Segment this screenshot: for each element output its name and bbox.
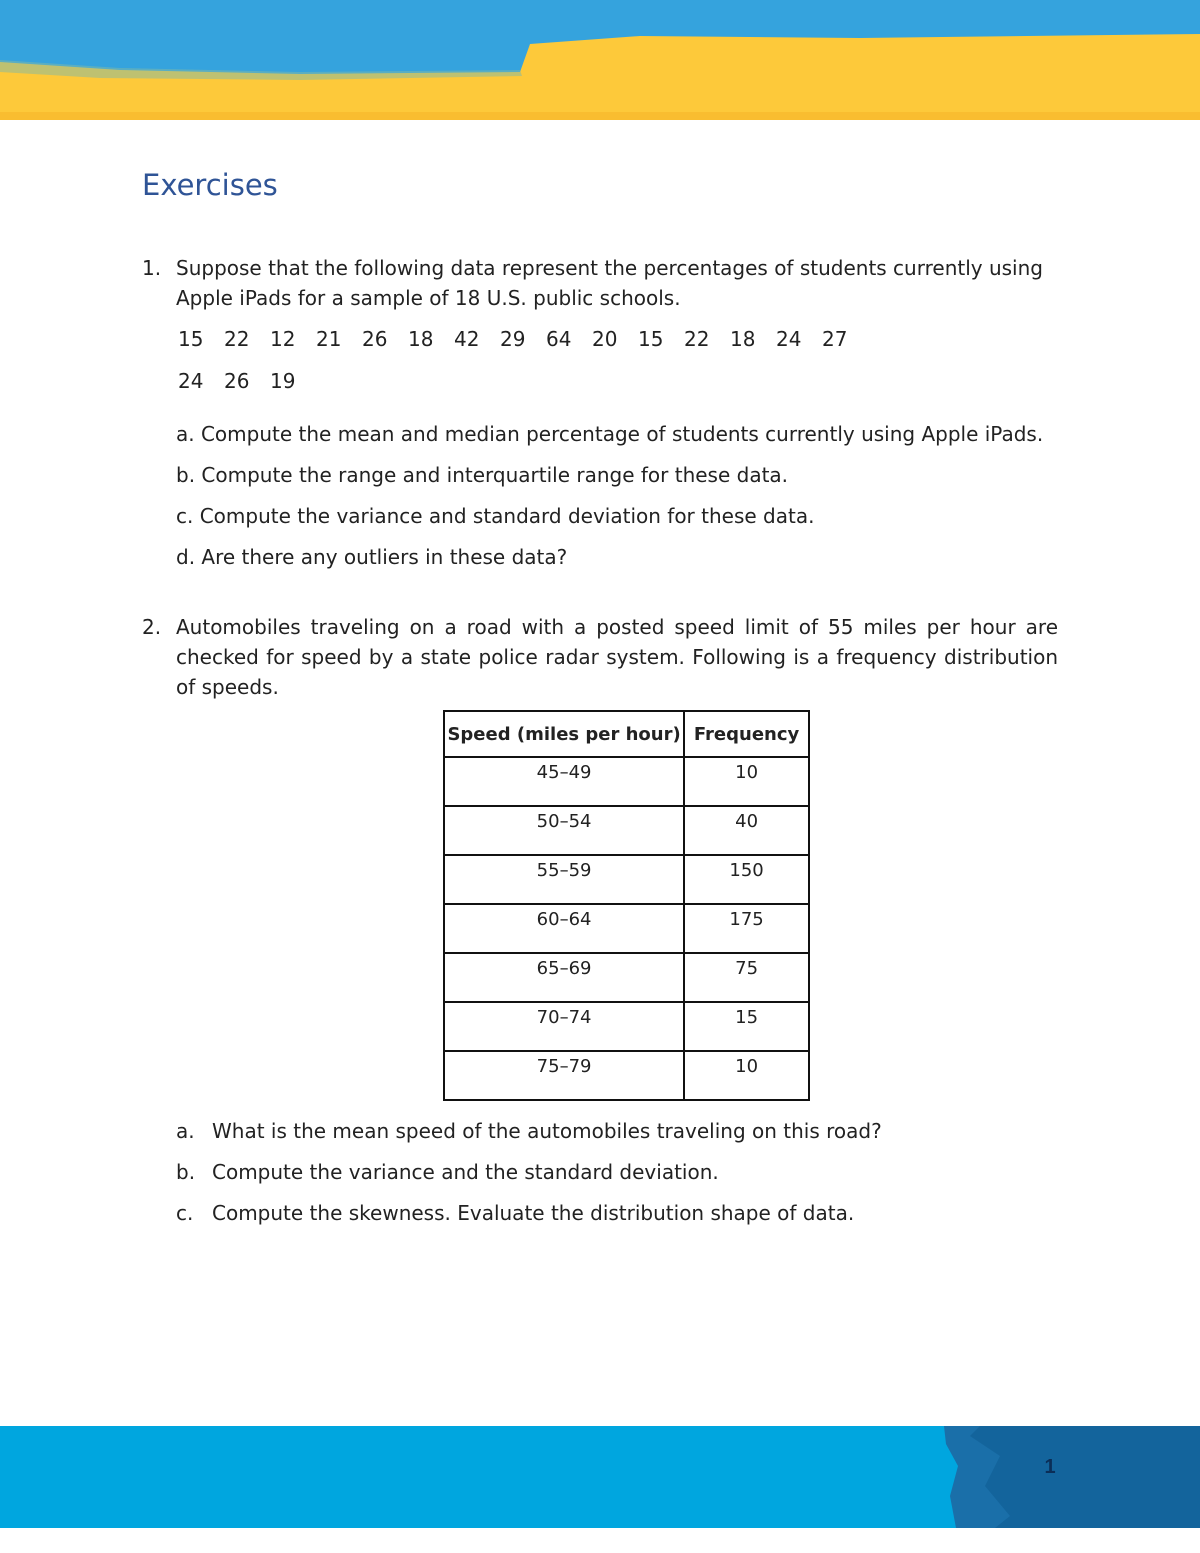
speed-cell: 65–69 xyxy=(444,953,684,1002)
exercise-1-text-line2: Apple iPads for a sample of 18 U.S. public schools. xyxy=(176,286,681,310)
data-value: 15 xyxy=(178,327,204,351)
exercise-2-question-c xyxy=(176,1198,854,1228)
exercise-1-data-row-1 xyxy=(178,324,868,354)
exercise-1-question-b: b. Compute the range and interquartile range for these data. xyxy=(176,463,789,487)
frequency-cell: 40 xyxy=(684,806,809,855)
table-row xyxy=(444,1051,809,1100)
data-value: 21 xyxy=(316,327,342,351)
table-row xyxy=(444,757,809,806)
data-value: 26 xyxy=(362,327,388,351)
exercise-1-question-a: a. Compute the mean and median percentage of students currently using Apple iPads. xyxy=(176,422,1044,446)
data-value: 22 xyxy=(684,327,710,351)
frequency-cell: 15 xyxy=(684,1002,809,1051)
data-value: 24 xyxy=(776,327,802,351)
frequency-cell: 75 xyxy=(684,953,809,1002)
data-value: 12 xyxy=(270,327,296,351)
exercise-1-text-line1: Suppose that the following data represent the percentages of students currently using xyxy=(176,256,1043,280)
data-value: 18 xyxy=(730,327,756,351)
frequency-cell: 175 xyxy=(684,904,809,953)
table-row xyxy=(444,904,809,953)
data-value: 19 xyxy=(270,369,296,393)
question-label: c. xyxy=(176,1201,194,1225)
exercise-1-question-d: d. Are there any outliers in these data? xyxy=(176,545,568,569)
question-text: Compute the variance and the standard deviation. xyxy=(212,1160,719,1184)
table-row xyxy=(444,806,809,855)
data-value: 20 xyxy=(592,327,618,351)
question-label: a. xyxy=(176,1119,195,1143)
exercise-1-number: 1. xyxy=(142,256,162,280)
footer-watercolor-band xyxy=(0,1426,1200,1528)
speed-cell: 50–54 xyxy=(444,806,684,855)
speed-cell: 70–74 xyxy=(444,1002,684,1051)
frequency-cell: 150 xyxy=(684,855,809,904)
speed-frequency-table xyxy=(443,710,810,1101)
table-row xyxy=(444,953,809,1002)
data-value: 26 xyxy=(224,369,250,393)
column-header-speed: Speed (miles per hour) xyxy=(444,711,684,757)
frequency-cell: 10 xyxy=(684,757,809,806)
exercise-2-number: 2. xyxy=(142,615,162,639)
table-row xyxy=(444,855,809,904)
data-value: 64 xyxy=(546,327,572,351)
header-watercolor-band xyxy=(0,0,1200,120)
exercise-2-text: Automobiles traveling on a road with a posted speed limit of 55 miles per hour are checked for speed by a state police radar system. Following is a frequency distribution of speeds. xyxy=(176,615,1058,699)
page-title: Exercises xyxy=(142,168,278,202)
data-value: 29 xyxy=(500,327,526,351)
table-header-row xyxy=(444,711,809,757)
question-label: b. xyxy=(176,1160,196,1184)
question-text: Compute the skewness. Evaluate the distribution shape of data. xyxy=(212,1201,855,1225)
speed-cell: 75–79 xyxy=(444,1051,684,1100)
exercise-1-data-row-2 xyxy=(178,366,316,396)
data-value: 22 xyxy=(224,327,250,351)
speed-cell: 55–59 xyxy=(444,855,684,904)
column-header-frequency: Frequency xyxy=(684,711,809,757)
exercise-1-question-c: c. Compute the variance and standard deviation for these data. xyxy=(176,504,815,528)
data-value: 42 xyxy=(454,327,480,351)
speed-cell: 60–64 xyxy=(444,904,684,953)
exercise-2-question-b xyxy=(176,1157,719,1187)
page-number: 1 xyxy=(1044,1456,1056,1478)
data-value: 27 xyxy=(822,327,848,351)
data-value: 18 xyxy=(408,327,434,351)
table-row xyxy=(444,1002,809,1051)
exercise-2-question-a xyxy=(176,1116,882,1146)
speed-cell: 45–49 xyxy=(444,757,684,806)
frequency-cell: 10 xyxy=(684,1051,809,1100)
data-value: 15 xyxy=(638,327,664,351)
question-text: What is the mean speed of the automobiles traveling on this road? xyxy=(212,1119,882,1143)
data-value: 24 xyxy=(178,369,204,393)
